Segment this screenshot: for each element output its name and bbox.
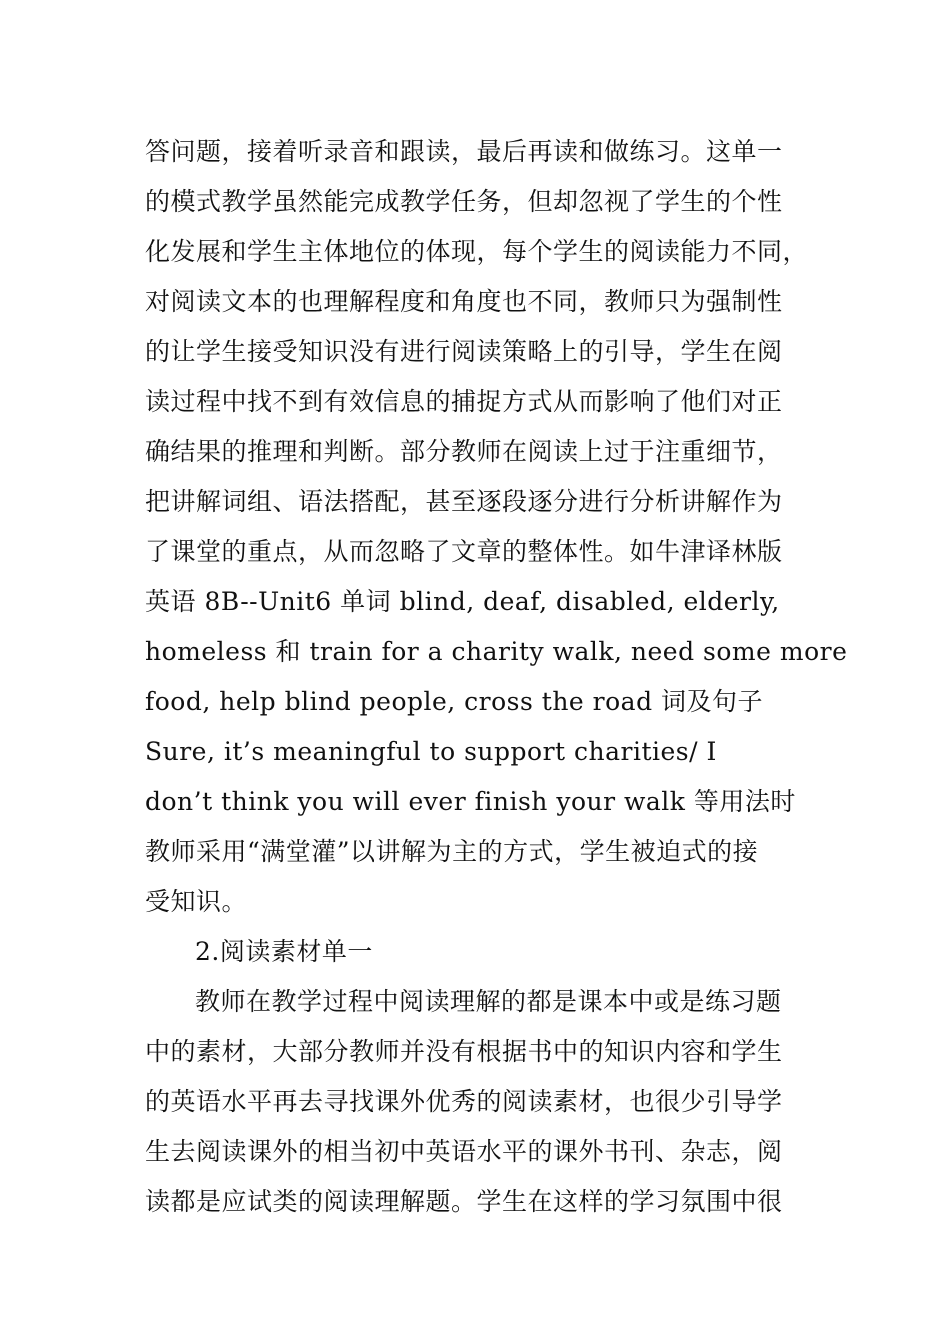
text-line: 英语 8B--Unit6 单词 blind, deaf, disabled, elderly, <box>145 587 780 616</box>
text-line: don’t think you will ever finish your walk 等用法时 <box>145 787 796 816</box>
section-heading: 2.阅读素材单一 <box>195 937 373 966</box>
text-line: 对阅读文本的也理解程度和角度也不同，教师只为强制性 <box>145 287 783 316</box>
text-line: 教师在教学过程中阅读理解的都是课本中或是练习题 <box>195 987 782 1016</box>
text-line: 的让学生接受知识没有进行阅读策略上的引导，学生在阅 <box>145 337 783 366</box>
text-line: 了课堂的重点，从而忽略了文章的整体性。如牛津译林版 <box>145 537 783 566</box>
text-line: 把讲解词组、语法搭配，甚至逐段逐分进行分析讲解作为 <box>145 487 783 516</box>
text-line: food, help blind people, cross the road 词及句子 <box>145 687 764 716</box>
text-line: 读过程中找不到有效信息的捕捉方式从而影响了他们对正 <box>145 387 783 416</box>
text-line: 读都是应试类的阅读理解题。学生在这样的学习氛围中很 <box>145 1187 783 1216</box>
text-line: 的模式教学虽然能完成教学任务，但却忽视了学生的个性 <box>145 187 783 216</box>
text-line: 的英语水平再去寻找课外优秀的阅读素材，也很少引导学 <box>145 1087 783 1116</box>
text-line: 受知识。 <box>145 887 248 916</box>
text-line: 化发展和学生主体地位的体现，每个学生的阅读能力不同， <box>145 237 809 266</box>
text-line: 确结果的推理和判断。部分教师在阅读上过于注重细节， <box>145 437 783 466</box>
text-line: 答问题，接着听录音和跟读，最后再读和做练习。这单一 <box>145 137 783 166</box>
text-line: homeless 和 train for a charity walk, need some more <box>145 637 848 666</box>
text-line: 教师采用“满堂灌”以讲解为主的方式，学生被迫式的接 <box>145 837 759 866</box>
text-line: 生去阅读课外的相当初中英语水平的课外书刊、杂志，阅 <box>145 1137 783 1166</box>
text-line: Sure, it’s meaningful to support charities/ I <box>145 737 717 766</box>
text-line: 中的素材，大部分教师并没有根据书中的知识内容和学生 <box>145 1037 783 1066</box>
